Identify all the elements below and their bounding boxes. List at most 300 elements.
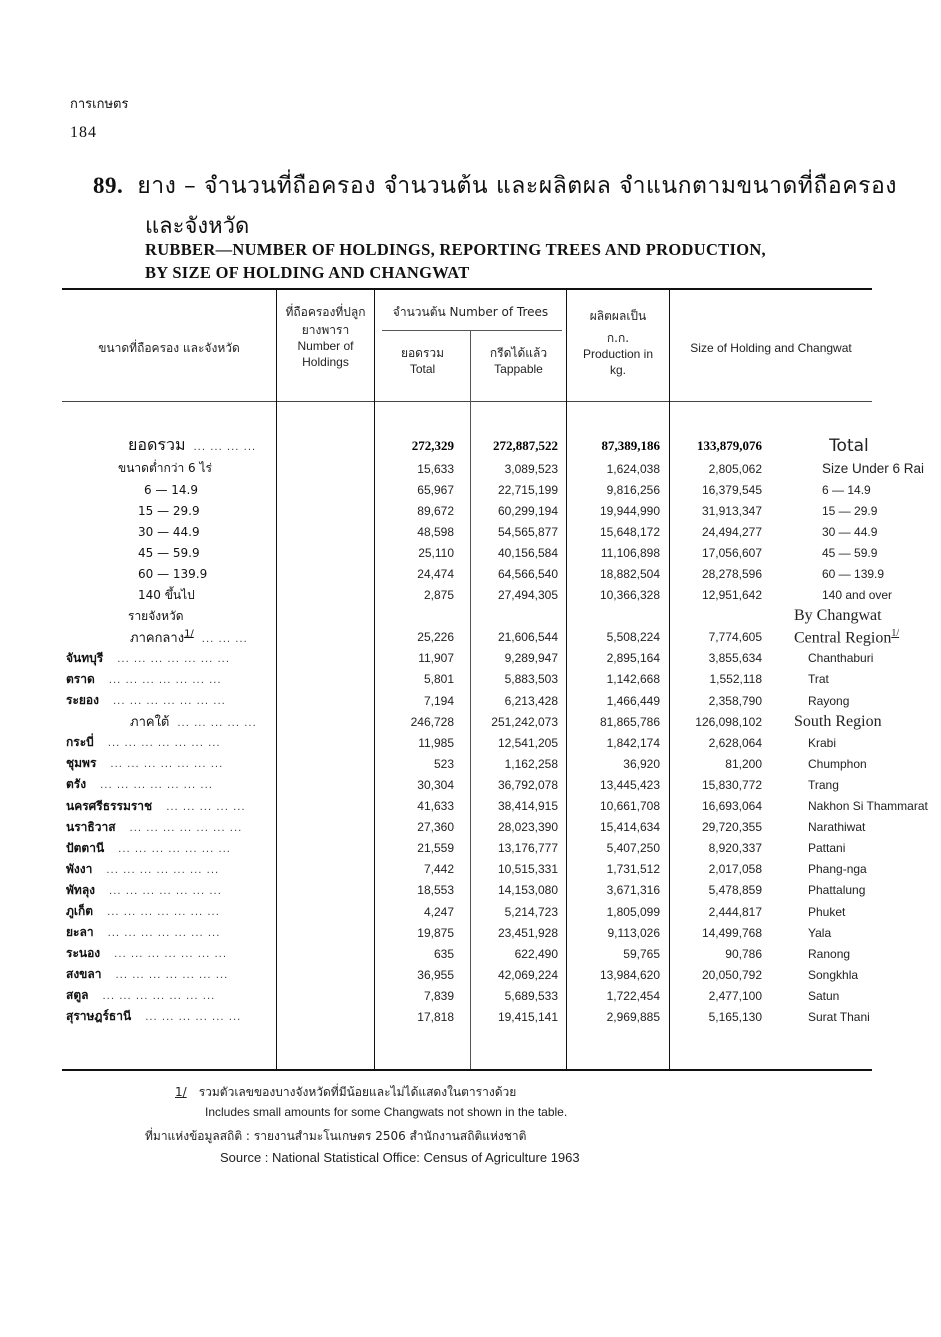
cell-production: 24,494,277 [701,524,762,539]
row-label-english [770,563,928,584]
row-label-thai-text: นครศรีธรรมราช [66,798,153,813]
cell-tappable: 10,661,708 [599,799,660,814]
table-row [62,880,928,901]
row-label-thai [62,732,358,753]
row-label-english [770,627,928,648]
row-label-thai-text: ภูเก็ต [66,904,94,919]
row-label-thai [62,627,358,648]
cell-trees-total: 272,887,522 [493,437,558,453]
cell-tappable: 5,407,250 [606,841,660,856]
row-label-english-text: Size Under 6 Rai [822,461,925,477]
cell-production: 7,774,605 [708,630,762,645]
leader-dots: ... ... ... ... ... ... ... [129,822,243,834]
cell-trees-total [462,606,566,627]
cell-trees-total: 23,451,928 [497,925,558,940]
row-label-thai-text: สุราษฎร์ธานี [66,1009,132,1024]
row-label-thai-text: 140 ขึ้นไป [138,587,195,602]
cell-holdings: 25,226 [417,630,454,645]
row-label-english [770,796,928,817]
cell-tappable: 10,366,328 [599,588,660,603]
cell-trees-total: 38,414,915 [497,799,558,814]
title-english-line2: BY SIZE OF HOLDING AND CHANGWAT [145,263,470,282]
row-label-thai [62,563,358,584]
row-label-english [770,880,928,901]
row-label-english [770,838,928,859]
cell-tappable: 5,508,224 [606,630,660,645]
leader-dots: ... ... ... ... ... ... ... [117,653,231,665]
header-holdings-th2: ยางพารา [301,323,350,337]
row-label-thai-text: ระยอง [66,693,99,708]
header-production-en2: kg. [609,363,626,377]
cell-trees-total: 251,242,073 [491,714,558,729]
row-label-thai-text: ยะลา [66,925,94,940]
cell-holdings: 36,955 [417,967,454,982]
row-label-thai-text: ภาคกลาง [130,630,185,646]
cell-trees-total: 1,162,258 [504,756,558,771]
table-row [62,521,928,542]
row-label-thai [62,585,358,606]
cell-holdings: 89,672 [417,503,454,518]
cell-tappable: 59,765 [623,946,660,961]
table-row [62,669,928,690]
row-label-english [770,521,928,542]
cell-trees-total: 10,515,331 [497,862,558,877]
row-label-thai [62,859,358,880]
row-label-english [770,711,928,732]
row-label-thai-text: ตรัง [66,777,87,792]
row-label-english [770,606,928,627]
row-label-english-text: Rayong [808,693,850,708]
header-holdings-en2: Holdings [302,355,349,369]
row-label-english-text: Chumphon [808,756,867,771]
header-production [567,308,669,378]
footnote-mark: 1/ [175,1085,187,1099]
row-label-english [770,1006,928,1027]
header-production-en1: Production in [582,347,654,361]
leader-dots: ... ... ... ... ... ... ... [107,907,220,919]
cell-trees-total: 36,792,078 [497,777,558,792]
row-label-english [770,753,928,774]
cell-trees-total: 14,153,080 [497,883,558,898]
row-label-thai-text: รายจังหวัด [128,608,184,623]
row-label-english-text: South Region [794,712,882,730]
header-trees-total-en: Total [409,362,436,376]
cell-holdings: 24,474 [417,567,454,582]
table-title-english [145,238,766,284]
cell-production: 1,552,118 [709,672,762,687]
table-row [62,433,928,458]
cell-production: 20,050,792 [701,967,762,982]
row-label-thai [62,943,358,964]
row-label-thai-text: ยอดรวม [128,435,186,454]
cell-trees-total: 54,565,877 [497,524,558,539]
row-label-thai [62,796,358,817]
cell-tappable: 1,142,668 [606,672,660,687]
row-label-english-text: Central Region [794,628,892,646]
cell-production: 12,951,642 [701,588,762,603]
row-label-thai-text: นราธิวาส [66,819,116,834]
leader-dots: ... ... ... ... ... ... [145,1012,242,1024]
cell-tappable: 9,113,026 [607,925,660,940]
cell-production: 2,628,064 [708,735,762,750]
cell-tappable: 18,882,504 [599,567,660,582]
cell-holdings: 272,329 [411,437,454,453]
table-bottom-rule [62,1069,872,1071]
table-row [62,500,928,521]
leader-dots: ... ... ... ... ... ... ... [113,696,226,708]
row-label-thai [62,500,358,521]
row-label-english-text: Narathiwat [808,820,866,835]
row-label-english [770,500,928,521]
row-label-thai [62,690,358,711]
cell-tappable: 13,445,423 [599,777,660,792]
row-label-english-text: Pattani [808,841,846,856]
cell-trees-total: 28,023,390 [497,820,558,835]
row-label-thai-text: 15 — 29.9 [138,503,200,518]
cell-tappable: 1,466,449 [606,693,660,708]
cell-trees-total: 21,606,544 [497,630,558,645]
table-number: 89. [93,173,124,198]
cell-tappable: 13,984,620 [599,967,660,982]
cell-trees-total: 60,299,194 [497,503,558,518]
row-label-english [770,433,928,458]
row-label-thai [62,521,358,542]
cell-production: 81,200 [725,756,762,771]
cell-tappable: 19,944,990 [599,503,660,518]
row-label-english [770,732,928,753]
row-label-english [770,690,928,711]
source-thai: ที่มาแห่งข้อมูลสถิติ : รายงานสำมะโนเกษตร 2506 สำนักงานสถิติแห่งชาติ [145,1129,527,1143]
page-number: 184 [70,124,97,141]
footnote-ref: 1/ [184,628,194,640]
table-row [62,901,928,922]
table-row [62,817,928,838]
cell-tappable: 87,389,186 [601,437,660,453]
row-label-english [770,943,928,964]
table-row [62,479,928,500]
row-label-english [770,669,928,690]
cell-tappable: 1,842,174 [606,735,660,750]
row-label-english-text: 45 — 59.9 [822,545,878,560]
cell-production: 5,478,859 [708,883,762,898]
cell-production: 29,720,355 [701,820,762,835]
row-label-english [770,458,928,479]
table-row [62,648,928,669]
cell-production: 90,786 [725,946,762,961]
row-label-english-text: Phattalung [808,883,866,898]
row-label-english-text: Nakhon Si Thammarat [808,799,928,814]
row-label-thai-text: ระนอง [66,946,101,961]
row-label-thai [62,458,358,479]
header-number-of-trees: จำนวนต้น Number of Trees [392,305,549,319]
row-label-thai [62,922,358,943]
row-label-english [770,479,928,500]
row-label-english-text: Trat [808,672,829,687]
table-row [62,542,928,563]
leader-dots: ... ... ... [201,633,248,645]
row-label-thai [62,964,358,985]
leader-dots: ... ... ... ... ... ... ... [109,885,222,897]
footnote-english: Includes small amounts for some Changwats not shown in the table. [205,1105,568,1119]
table-row [62,796,928,817]
cell-production: 17,056,607 [701,545,762,560]
row-label-thai [62,880,358,901]
leader-dots: ... ... ... ... ... ... ... [107,928,221,940]
cell-trees-total: 64,566,540 [497,567,558,582]
cell-holdings: 4,247 [423,904,454,919]
row-label-thai-text: ตราด [66,671,95,686]
cell-trees-total: 13,176,777 [497,841,558,856]
footnote-ref: 1/ [891,627,900,639]
header-tappable [471,345,566,377]
row-label-english [770,985,928,1006]
cell-production: 2,358,790 [708,693,762,708]
row-label-english [770,542,928,563]
cell-tappable: 81,865,786 [599,714,660,729]
cell-holdings: 2,875 [423,588,454,603]
row-label-thai-text: ขนาดต่ำกว่า 6 ไร่ [118,461,212,476]
cell-tappable: 2,895,164 [606,651,660,666]
header-size-changwat-thai: ขนาดที่ถือครอง และจังหวัด [98,341,240,355]
cell-holdings: 48,598 [417,524,454,539]
cell-holdings [358,606,462,627]
cell-holdings: 19,875 [417,925,454,940]
row-label-thai [62,753,358,774]
row-label-english-text: Satun [808,988,840,1003]
table-top-rule [62,288,872,290]
table-row [62,627,928,648]
row-label-thai-text: 45 — 59.9 [138,545,200,560]
row-label-thai [62,774,358,795]
row-label-thai [62,985,358,1006]
row-label-thai-text: พัทลุง [66,882,96,897]
row-label-english-text: 30 — 44.9 [822,524,878,539]
cell-holdings: 246,728 [410,714,454,729]
cell-production: 8,920,337 [708,841,762,856]
leader-dots: ... ... ... ... ... ... ... [115,970,229,982]
table-row [62,563,928,584]
row-label-thai-text: สงขลา [66,967,102,982]
header-holdings [277,304,374,370]
cell-production: 15,830,772 [701,777,762,792]
header-holdings-en1: Number of [297,339,354,353]
cell-tappable: 1,624,038 [606,461,660,476]
header-size-changwat-english: Size of Holding and Changwat [690,341,852,355]
row-label-thai-text: ชุมพร [66,756,97,771]
title-english-line1: RUBBER—NUMBER OF HOLDINGS, REPORTING TREES AND PRODUCTION, [145,240,766,259]
cell-production: 16,693,064 [701,799,762,814]
cell-tappable [566,606,668,627]
row-label-thai [62,711,358,732]
row-label-english-text: Songkhla [808,967,859,982]
leader-dots: ... ... ... ... ... ... ... [102,991,216,1003]
row-label-thai-text: ภาคใต้ [130,715,170,731]
cell-trees-total: 5,214,723 [504,904,558,919]
row-label-english-text: Chanthaburi [808,651,874,666]
cell-holdings: 17,818 [417,1009,454,1024]
cell-trees-total: 6,213,428 [504,693,558,708]
row-label-english-text: Phuket [808,904,846,919]
cell-tappable: 36,920 [623,756,660,771]
cell-tappable: 3,671,316 [606,883,660,898]
row-label-english [770,648,928,669]
row-label-thai-text: สตูล [66,988,89,1003]
row-label-english-text: 60 — 139.9 [822,567,885,582]
row-label-thai-text: 60 — 139.9 [138,567,208,582]
cell-trees-total: 12,541,205 [497,735,558,750]
trees-group-rule [382,330,562,331]
header-production-th1: ผลิตผลเป็น [589,309,647,323]
leader-dots: ... ... ... ... [193,442,257,453]
cell-tappable: 15,648,172 [599,524,660,539]
cell-production: 2,477,100 [708,988,762,1003]
footnote-thai [175,1083,516,1102]
cell-holdings: 523 [433,756,454,771]
cell-production: 28,278,596 [701,567,762,582]
cell-production: 3,855,634 [708,651,762,666]
row-label-thai [62,648,358,669]
cell-holdings: 27,360 [417,820,454,835]
cell-trees-total: 22,715,199 [497,482,558,497]
leader-dots: ... ... ... ... ... ... ... [107,738,221,750]
cell-holdings: 5,801 [423,672,454,687]
row-label-english [770,585,928,606]
table-row [62,458,928,479]
row-label-english [770,817,928,838]
row-label-english-text: 6 — 14.9 [822,482,871,497]
row-label-thai [62,1006,358,1027]
table-row [62,774,928,795]
cell-holdings: 11,907 [418,651,454,666]
cell-trees-total: 42,069,224 [497,967,558,982]
cell-tappable: 1,731,512 [606,862,660,877]
row-label-thai-text: พังงา [66,861,93,876]
row-label-thai [62,606,358,627]
header-production-th2: ก.ก. [606,331,630,345]
row-label-thai-text: กระบี่ [66,735,94,750]
cell-production: 2,805,062 [708,461,762,476]
cell-production: 126,098,102 [695,714,762,729]
leader-dots: ... ... ... ... ... ... ... [118,843,231,855]
running-head: การเกษตร [70,97,129,112]
cell-holdings: 65,967 [417,482,454,497]
cell-production: 133,879,076 [697,437,762,453]
header-holdings-th1: ที่ถือครองที่ปลูก [285,305,366,319]
cell-trees-total: 622,490 [514,946,558,961]
cell-trees-total: 40,156,584 [497,545,558,560]
row-label-thai [62,669,358,690]
cell-holdings: 635 [433,946,454,961]
cell-holdings: 21,559 [417,841,454,856]
row-label-english [770,964,928,985]
cell-trees-total: 5,883,503 [504,672,558,687]
table-row [62,943,928,964]
cell-production: 2,017,058 [708,862,762,877]
row-label-english-text: Krabi [808,735,837,750]
header-tappable-en: Tappable [494,362,543,376]
cell-tappable: 11,106,898 [600,545,660,560]
header-trees-total-th: ยอดรวม [400,346,445,360]
leader-dots: ... ... ... ... ... ... ... [106,864,220,876]
cell-holdings: 7,839 [423,988,454,1003]
row-label-thai [62,479,358,500]
leader-dots: ... ... ... ... ... ... ... [110,759,224,771]
header-bottom-rule [62,401,872,402]
source-english: Source : National Statistical Office: Census of Agriculture 1963 [220,1150,580,1165]
cell-holdings: 11,985 [418,735,454,750]
row-label-thai-text: จันทบุรี [66,650,104,665]
cell-tappable: 1,805,099 [606,904,660,919]
cell-holdings: 7,194 [423,693,454,708]
row-label-thai-text: 6 — 14.9 [144,482,198,497]
table-row [62,1006,928,1027]
cell-tappable: 1,722,454 [606,988,660,1003]
row-label-thai [62,901,358,922]
row-label-english-text: 140 and over [822,588,893,603]
table-row [62,753,928,774]
cell-production: 14,499,768 [701,925,762,940]
row-label-english-text: Ranong [808,946,851,961]
row-label-thai-text: ปัตตานี [66,840,105,855]
cell-trees-total: 5,689,533 [504,988,558,1003]
cell-holdings: 25,110 [418,545,454,560]
leader-dots: ... ... ... ... ... ... ... [108,674,222,686]
leader-dots: ... ... ... ... ... ... ... [114,949,227,961]
cell-production: 2,444,817 [708,904,762,919]
leader-dots: ... ... ... ... ... ... ... [100,780,213,792]
row-label-thai [62,433,358,458]
row-label-english-text: Phang-nga [808,862,867,877]
row-label-english-text: Yala [808,925,832,940]
cell-holdings: 7,442 [423,862,454,877]
leader-dots: ... ... ... ... ... [177,718,257,730]
row-label-english-text: By Changwat [794,607,882,625]
table-row [62,838,928,859]
cell-production [668,606,770,627]
rubber-table [62,433,928,1028]
row-label-thai [62,542,358,563]
cell-holdings: 30,304 [417,777,454,792]
cell-tappable: 15,414,634 [599,820,660,835]
row-label-english [770,901,928,922]
cell-production: 16,379,545 [701,482,762,497]
row-label-thai [62,838,358,859]
cell-production: 31,913,347 [701,503,762,518]
cell-trees-total: 19,415,141 [497,1009,558,1024]
table-row [62,711,928,732]
header-trees-total [375,345,470,377]
table-row [62,985,928,1006]
cell-tappable: 2,969,885 [606,1009,660,1024]
header-tappable-th: กรีดได้แล้ว [489,346,548,360]
row-label-thai [62,817,358,838]
table-row [62,922,928,943]
table-row [62,585,928,606]
row-label-english-text: 15 — 29.9 [822,503,878,518]
title-thai-line2: และจังหวัด [145,214,250,239]
title-thai-line1: ยาง – จำนวนที่ถือครอง จำนวนต้น และผลิตผล จำแนกตามขนาดที่ถือครอง [137,173,897,199]
cell-holdings: 18,553 [417,883,454,898]
leader-dots: ... ... ... ... ... [166,801,246,813]
row-label-thai-text: 30 — 44.9 [138,524,200,539]
cell-trees-total: 3,089,523 [504,461,558,476]
table-row [62,732,928,753]
cell-trees-total: 9,289,947 [504,651,558,666]
cell-trees-total: 27,494,305 [497,588,558,603]
table-row [62,964,928,985]
cell-holdings: 41,633 [417,799,454,814]
row-label-english-text: Total [829,435,869,456]
